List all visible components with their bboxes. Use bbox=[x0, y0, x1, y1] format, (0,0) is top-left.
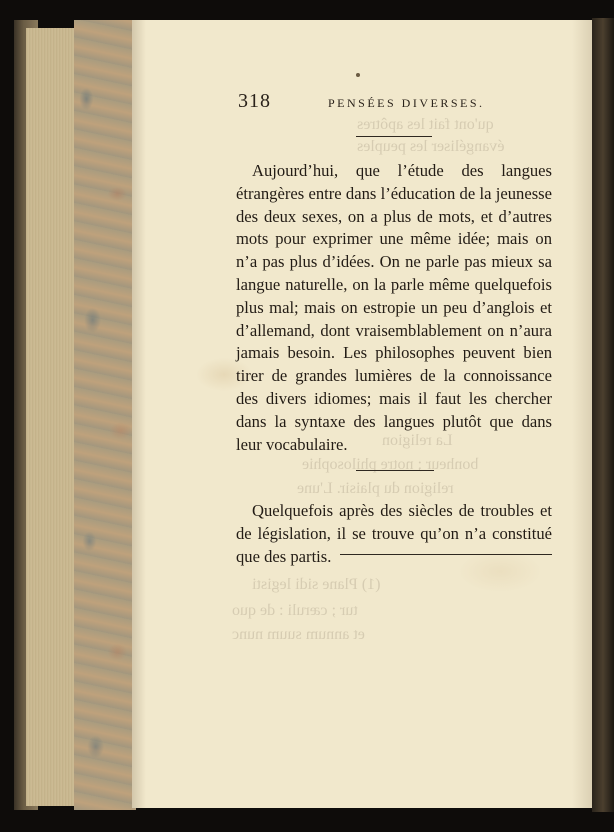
show-through-text: et annum suum nunc bbox=[232, 626, 365, 643]
show-through-text: religion du plaisir. L'une bbox=[297, 480, 454, 497]
show-through-text: bonheur ; notre philosophie bbox=[302, 456, 479, 473]
marbled-page-edge bbox=[74, 20, 136, 810]
book-cover-right bbox=[592, 18, 614, 812]
show-through-text: (1) Plane sidi legisti bbox=[252, 576, 381, 593]
ink-speck bbox=[356, 73, 360, 77]
paragraph-parties: Quelquefois après des siècles de troubles et de législation, il se trouve qu’on n’a constitué que des partis. bbox=[236, 501, 552, 566]
book-page bbox=[132, 20, 592, 808]
paragraph-languages: Aujourd’hui, que l’étude des langues étrangères entre dans l’éducation de la jeunesse des deux sexes, on a plus de mots, et d’autres mots pour exprimer une même idée; mais on n’a pas plus d’idées. On ne parle pas mieux sa langue naturelle, on la parle même quelquefois plus mal; mais on estropie un peu d’anglois et d’allemand, dont vraisemblablement on n’aura jamais besoin. Les philosophes peuvent bien tirer de grandes lumières de la connoissance des divers idiomes; mais il faut les chercher dans la syntaxe des langues plutôt que dans leur vocabulaire. bbox=[236, 161, 552, 454]
section-rule-top bbox=[356, 136, 432, 137]
footnote-rule bbox=[340, 554, 552, 555]
show-through-text: tur ; cæruli : de quo bbox=[232, 602, 358, 619]
running-head: PENSÉES DIVERSES. bbox=[328, 96, 485, 110]
show-through-text: La religion bbox=[382, 432, 453, 449]
page-number: 318 bbox=[238, 90, 271, 112]
section-rule-middle bbox=[356, 470, 434, 471]
show-through-text: évangéliser les peuples bbox=[357, 138, 505, 155]
show-through-text: qu'ont fait les apôtres bbox=[357, 116, 494, 133]
